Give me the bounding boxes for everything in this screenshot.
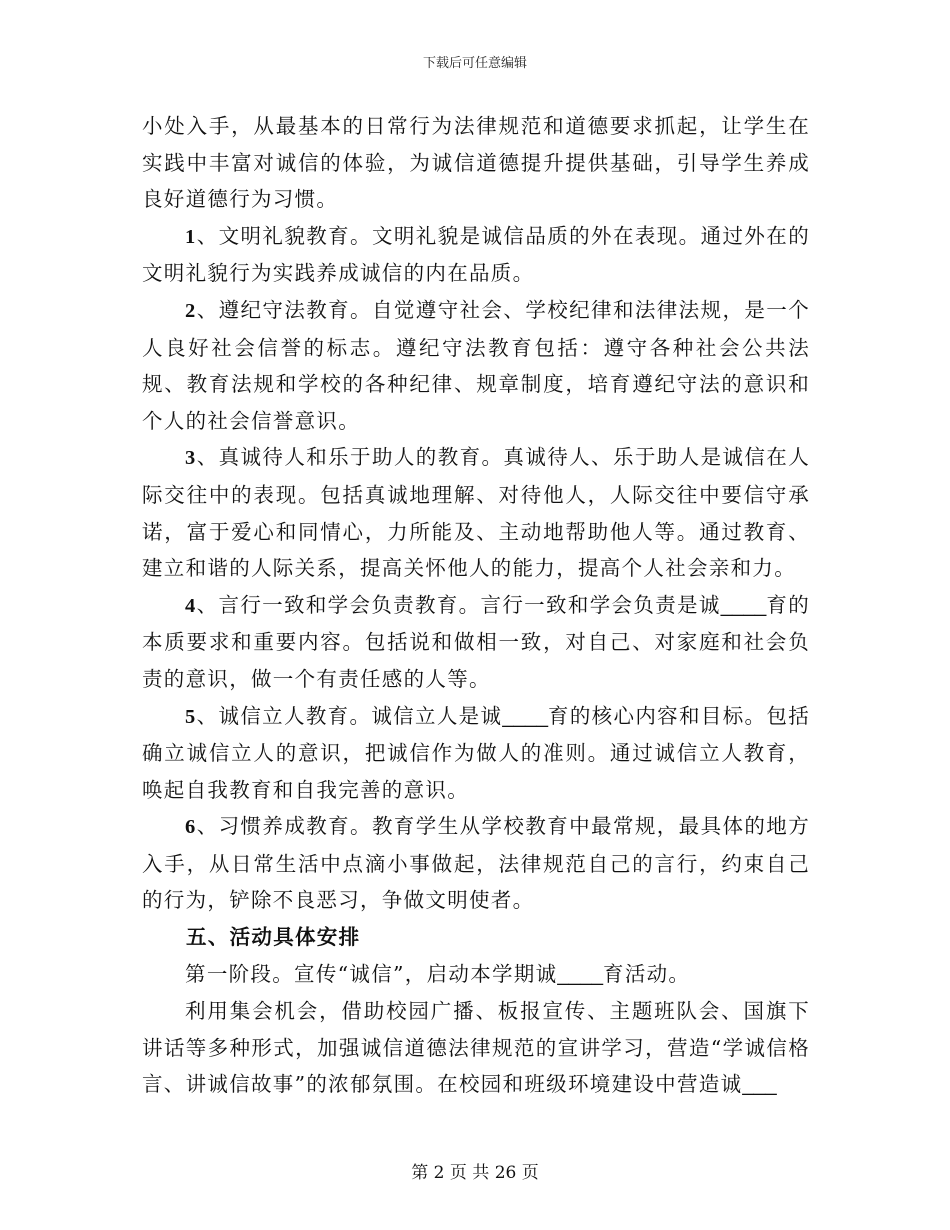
paragraph-intro: 小处入手，从最基本的日常行为法律规范和道德要求抓起，让学生在实践中丰富对诚信的体验，为诚信道德提升提供基础，引导学生养成良好道德行为习惯。 — [142, 114, 810, 212]
item-number: 6 — [185, 816, 197, 839]
item-number: 5 — [185, 705, 197, 728]
paragraph-item-4: 4、言行一致和学会负责教育。言行一致和学会负责是诚____育的本质要求和重要内容。包括说和做相一致，对自己、对家庭和社会负责的意识，做一个有责任感的人等。 — [142, 592, 810, 691]
blank-underline: ____ — [720, 593, 767, 617]
paragraph-item-5: 5、诚信立人教育。诚信立人是诚____育的核心内容和目标。包括确立诚信立人的意识，把诚信作为做人的准则。通过诚信立人教育，唤起自我教育和自我完善的意识。 — [142, 703, 810, 802]
page-header: 下载后可任意编辑 — [422, 56, 527, 71]
item-number: 4 — [185, 594, 197, 617]
blank-underline: ____ — [557, 962, 604, 986]
paragraph-item-6: 6、习惯养成教育。教育学生从学校教育中最常规，最具体的地方入手，从日常生活中点滴小事做起，法律规范自己的言行，约束自己的行为，铲除不良恶习，争做文明使者。 — [142, 814, 810, 913]
item-number: 1 — [185, 225, 197, 248]
paragraph-item-2: 2、遵纪守法教育。自觉遵守社会、学校纪律和法律法规，是一个人良好社会信誉的标志。遵纪守法教育包括：遵守各种社会公共法规、教育法规和学校的各种纪律、规章制度，培育遵纪守法的意识和个人的社会信誉意识。 — [142, 297, 810, 433]
item-number: 3 — [185, 447, 197, 470]
document-body — [142, 108, 810, 1104]
paragraph-stage-1-detail: 利用集会机会，借助校园广播、板报宣传、主题班队会、国旗下讲话等多种形式，加强诚信道德法律规范的宣讲学习，营造“学诚信格言、讲诚信故事”的浓郁氛围。在校园和班级环境建设中营造诚___ — [142, 999, 810, 1097]
blank-underline: ___ — [742, 1073, 777, 1097]
page-footer: 第 2 页 共 26 页 — [411, 1163, 539, 1183]
blank-underline: ____ — [502, 704, 548, 728]
paragraph-item-1: 1、文明礼貌教育。文明礼貌是诚信品质的外在表现。通过外在的文明礼貌行为实践养成诚信的内在品质。 — [142, 223, 810, 286]
paragraph-stage-1: 第一阶段。宣传“诚信”，启动本学期诚____育活动。 — [185, 961, 691, 986]
item-number: 2 — [185, 299, 197, 322]
section-heading: 五、活动具体安排 — [186, 925, 361, 950]
paragraph-item-3: 3、真诚待人和乐于助人的教育。真诚待人、乐于助人是诚信在人际交往中的表现。包括真诚地理解、对待他人，人际交往中要信守承诺，富于爱心和同情心，力所能及、主动地帮助他人等。通过教育、建立和谐的人际关系，提高关怀他人的能力，提高个人社会亲和力。 — [142, 445, 810, 581]
